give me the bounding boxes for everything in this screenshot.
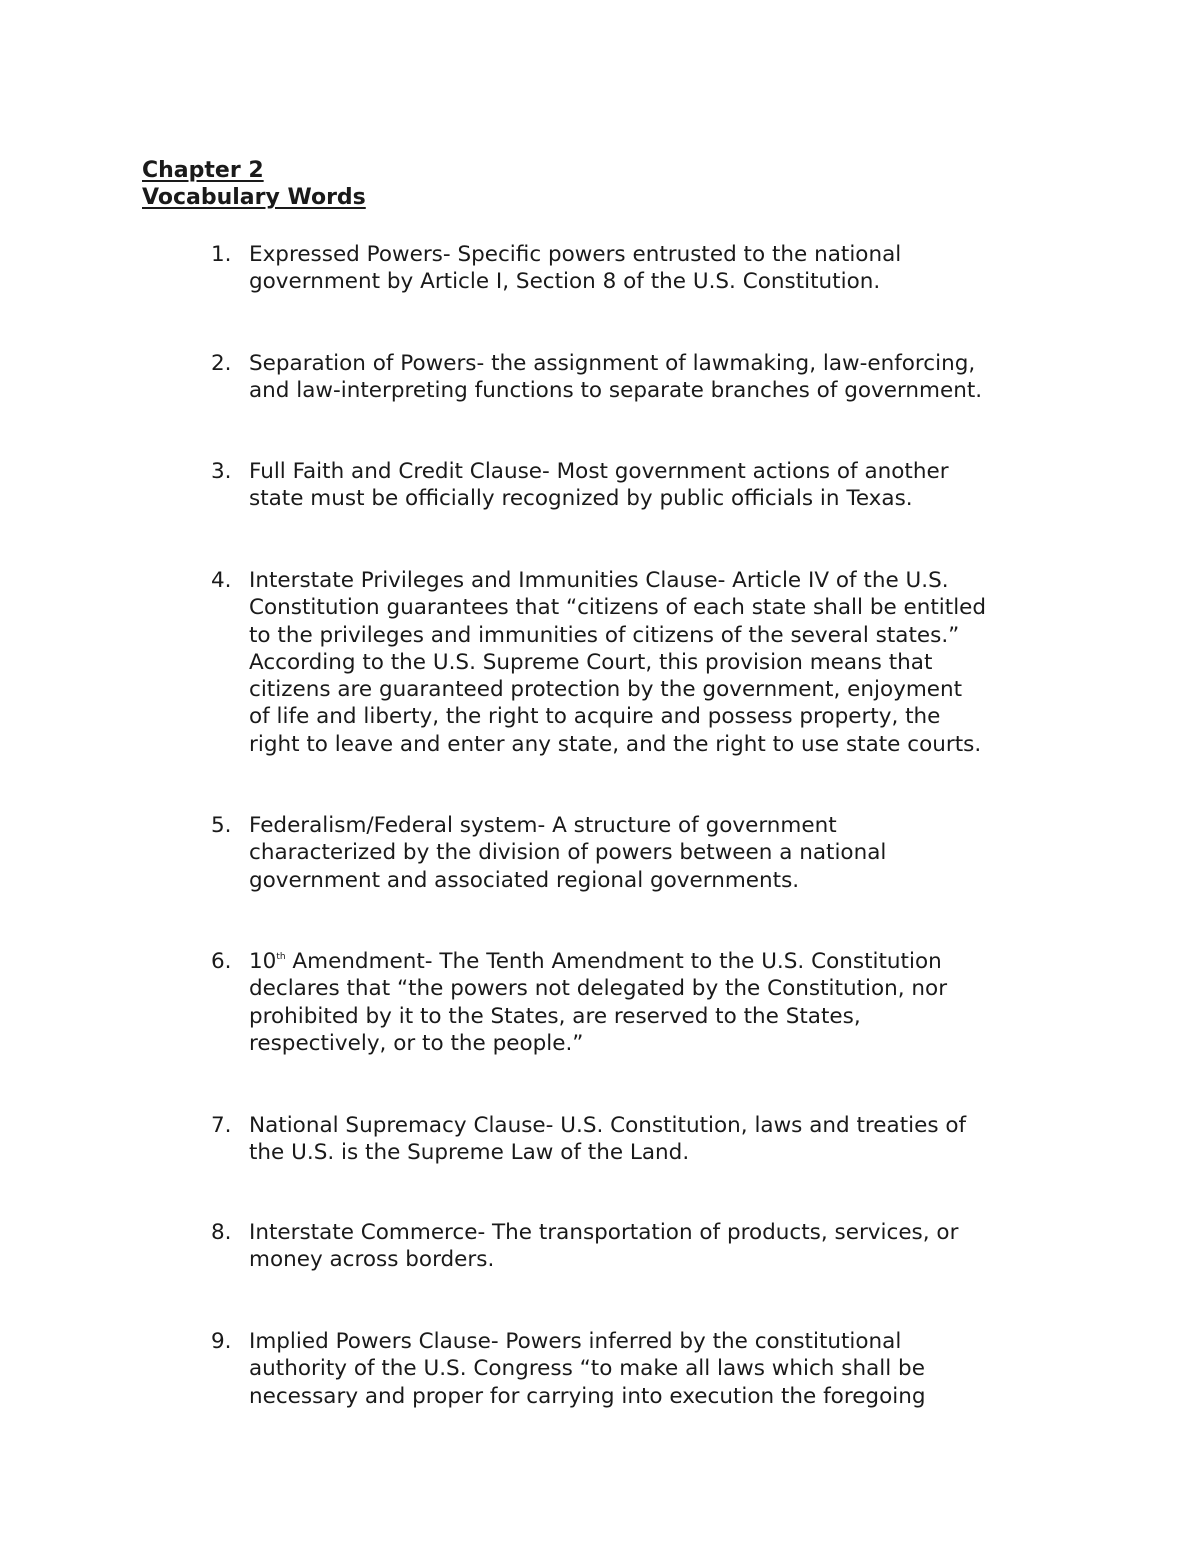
item-text-rest: Amendment- The Tenth Amendment to the U.S. Constitution declares that “the powers not delegated by the Constitution, nor prohibited by it to the States, are reserved to the States, respectively, or to the people.” [249, 949, 948, 1056]
item-number: 3. [211, 459, 232, 484]
item-text: Interstate Privileges and Immunities Clause- Article IV of the U.S. Constitution guarantees that “citizens of each state shall be entitled to the privileges and immunities of citizens of the several states.” According to the U.S. Supreme Court, this provision means that citizens are guaranteed protection by the government, enjoyment of life and liberty, the right to acquire and possess property, the right to leave and enter any state, and the right to use state courts. [249, 568, 987, 757]
section-subtitle: Vocabulary Words [142, 185, 366, 210]
item-text: Full Faith and Credit Clause- Most government actions of another state must be officially recognized by public officials in Texas. [249, 459, 949, 512]
list-item [211, 812, 1091, 894]
list-item [211, 458, 1091, 513]
list-item [211, 241, 1091, 296]
item-number: 8. [211, 1220, 232, 1245]
item-text: Expressed Powers- Specific powers entrusted to the national government by Article I, Section 8 of the U.S. Constitution. [249, 242, 902, 295]
item-number: 5. [211, 813, 232, 838]
list-item [211, 567, 1091, 758]
item-text [249, 948, 1091, 1057]
item-text: National Supremacy Clause- U.S. Constitution, laws and treaties of the U.S. is the Supreme Law of the Land. [249, 1113, 967, 1166]
list-item [211, 1219, 1091, 1274]
item-number: 4. [211, 568, 232, 593]
item-text: Federalism/Federal system- A structure of government characterized by the division of powers between a national government and associated regional governments. [249, 813, 887, 893]
item-text: Separation of Powers- the assignment of lawmaking, law-enforcing, and law-interpreting functions to separate branches of government. [249, 351, 983, 404]
ordinal-number: 10 [249, 949, 277, 974]
document-heading [142, 157, 366, 211]
item-number: 9. [211, 1329, 232, 1354]
item-text: Implied Powers Clause- Powers inferred by the constitutional authority of the U.S. Congress “to make all laws which shall be necessary and proper for carrying into execution the foregoing [249, 1329, 926, 1409]
list-item [211, 948, 1091, 1057]
item-number: 6. [211, 949, 232, 974]
list-item [211, 1328, 1091, 1410]
item-number: 2. [211, 351, 232, 376]
item-number: 1. [211, 242, 232, 267]
item-number: 7. [211, 1113, 232, 1138]
item-text: Interstate Commerce- The transportation of products, services, or money across borders. [249, 1220, 959, 1273]
list-item [211, 350, 1091, 405]
ordinal-suffix: th [276, 952, 286, 962]
list-item [211, 1112, 1091, 1167]
chapter-title: Chapter 2 [142, 158, 264, 183]
